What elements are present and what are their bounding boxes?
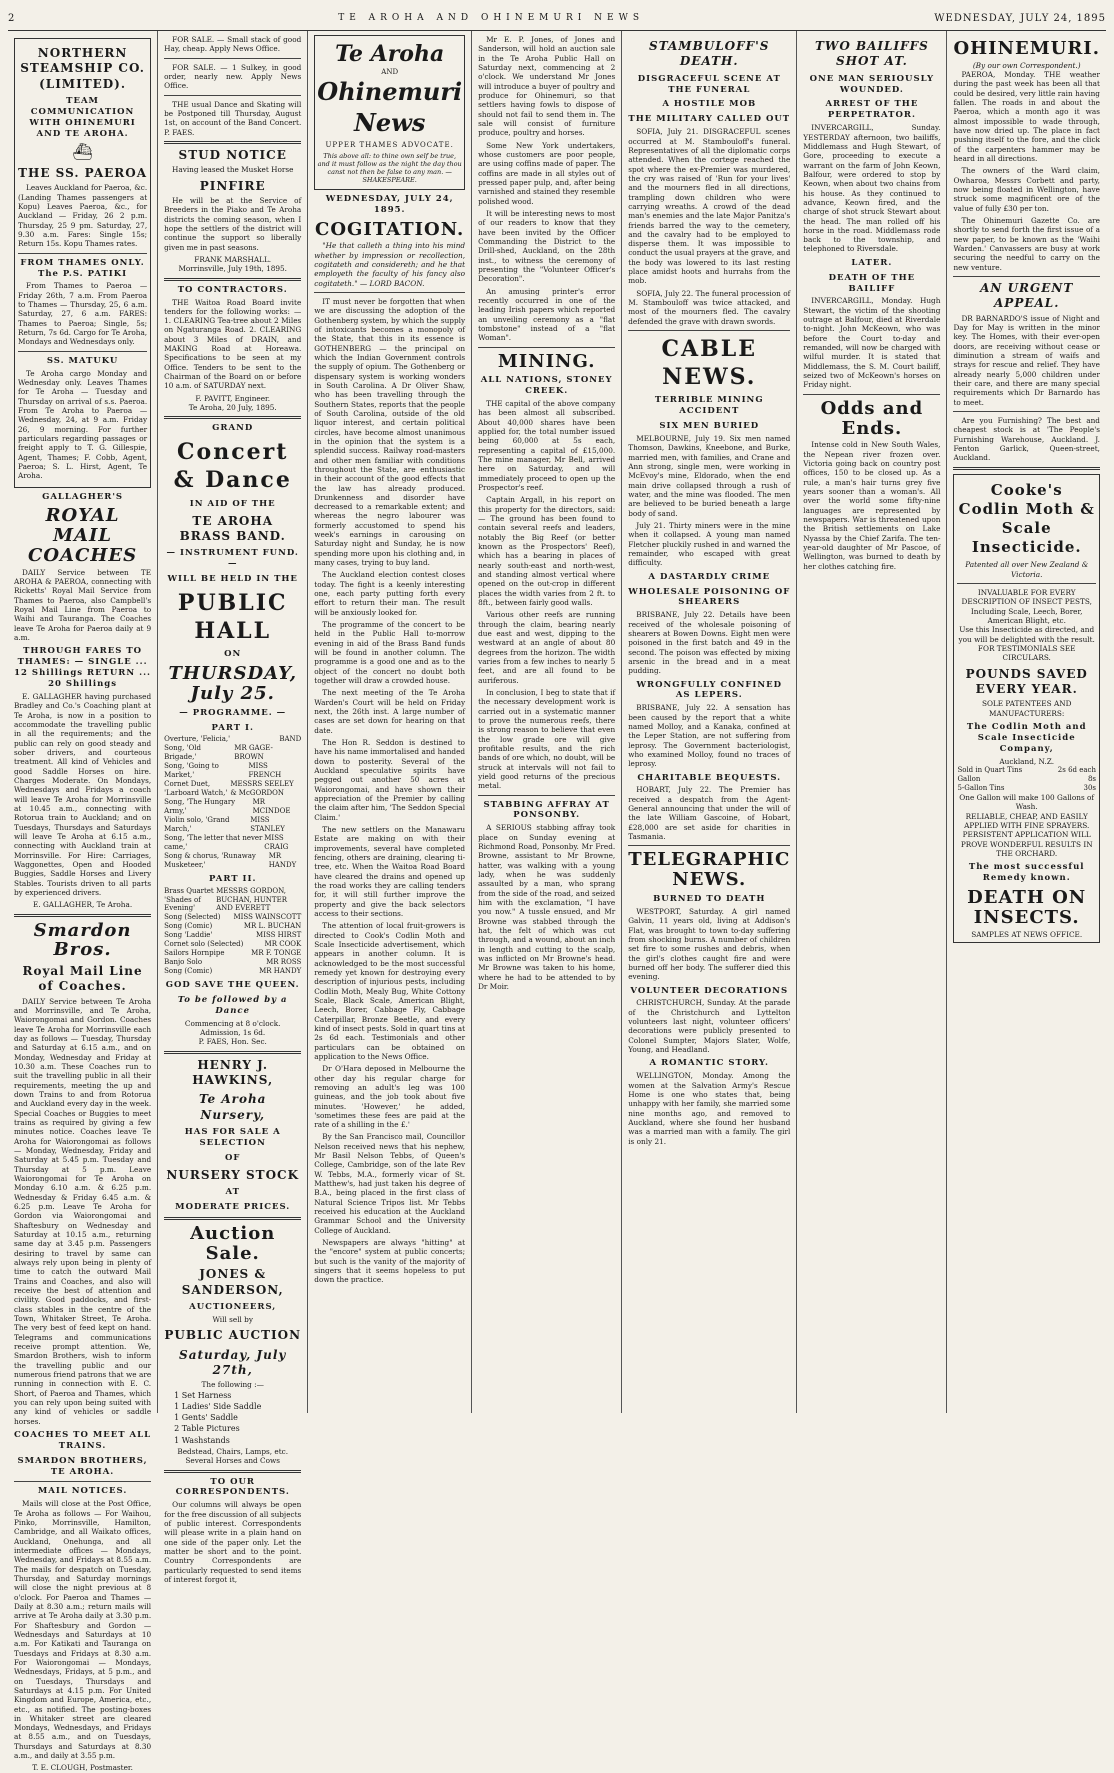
divider	[164, 1217, 301, 1220]
smardon-title: Royal Mail Line of Coaches.	[22, 964, 143, 994]
contractors-place: Te Aroha, 20 July, 1895.	[188, 403, 277, 413]
mining-subtitle: ALL NATIONS, STONEY CREEK.	[480, 375, 613, 397]
masthead	[314, 35, 465, 190]
editorial-p8: Dr O'Hara deposed in Melbourne the other day his regular charge for removing an adult's leg was 100 guineas, and the job took about five minutes. 'However,' he added, 'sometimes these fees are paid at the rate of a shilling in the £.'	[314, 1064, 466, 1130]
page-header	[8, 6, 1106, 31]
insecticide-patent: Patented all over New Zealand & Victoria.	[965, 560, 1089, 579]
stambuloff-title: STAMBULOFF'S DEATH.	[649, 39, 770, 69]
stabbing-p1: A SERIOUS stabbing affray took place on Sunday evening at Richmond Road, Ponsonby. Mr Fred. Browne, assistant to Mr Browne, hatter, was walking with a young lady, when he was suddenly assaulted by a man, who sprang from the side of the road, and seized him with the exclamation, "I have you now." A tussle ensued, and Mr Browne was stabbed through the hat, the felt of which was cut through, and a wound, about an inch in length and cutting to the scalp, was inflicted on Mr Browne's head. Mr Browne was taken to his home, where he had to be attended to by Dr Moir.	[478, 823, 616, 991]
correspondents-title: TO OUR CORRESPONDENTS.	[175, 1476, 290, 1498]
gallagher-signature: E. GALLAGHER, Te Aroha.	[33, 900, 133, 910]
insecticide-prices	[957, 766, 1096, 793]
stambuloff-p1: SOFIA, July 21. DISGRACEFUL scenes occurred at M. Stambouloff's funeral. Representatives of all the diplomatic corps attended. When the cortege reached the spot where the ex-Premier was murdered, the cry was raised of 'Run for your lives' and the mourners fled in all directions, trampling down children who were carrying wreaths. A crowd of the dead man's enemies and the late Major Panitza's friends barred the way to the cemetery, and the cavalry had to be employed to disperse them. It was impossible to conduct the usual prayers at the grave, and the body was lowered to its last resting place amidst hoots and hurrahs from the mob.	[628, 127, 791, 286]
auction-date: Saturday, July 27th,	[179, 1347, 287, 1378]
column-3	[308, 31, 472, 1413]
programme-item	[164, 852, 301, 870]
stambuloff-sub-2: A HOSTILE MOB	[662, 99, 757, 110]
volunteer-p1: CHRISTCHURCH, Sunday. At the parade of the Christchurch and Lyttelton volunteers last night, volunteer officers' decorations were publicly presented to Colonel Sumpter, Majors Slater, Wolfe, Young, and Headland.	[628, 998, 791, 1055]
editorial-p10: Newspapers are always "hitting" at the "encore" system at public concerts; but such is the vanity of the majority of singers that it seems hopeless to put down the practice.	[314, 1238, 466, 1285]
programme-item-label: Song 'Laddie'	[164, 931, 213, 940]
ohinemuri-p2: The owners of the Ward claim, Owharoa, Messrs Corbett and party, now being floated in Wellington, have struck some magnificent ore of the value of fully £30 per ton.	[953, 166, 1100, 213]
programme-part-1: PART I.	[211, 722, 254, 733]
matuku-body: Te Aroha cargo Monday and Wednesday only. Leaves Thames for Te Aroha — Tuesday and Thursday on arrival of s.s. Paeroa. From Te Aroha to Paeroa — Wednesday, 24, at 9 a.m. Friday 26, 9 morning. For further particulars regarding passages or freight apply to T. G. Gillespie, Agent, Thames; F. Cobb, Agent, Paeroa; S. L. Hirst, Agent, Te Aroha.	[18, 368, 148, 481]
stud-place: Morrinsville, July 19th, 1895.	[178, 264, 287, 274]
dastardly-sub: WHOLESALE POISONING OF SHEARERS	[628, 586, 791, 608]
mining-p1: THE capital of the above company has been almost all subscribed. About 40,000 shares have been applied for, the total number issued being 60,000 at 5s each, representing a capital of £15,000. The mine manager, Mr Bell, arrived here on Saturday, and will immediately proceed to open up the Prospector's reef.	[478, 399, 616, 492]
programme-item-label: Overture, 'Felicia,'	[164, 735, 231, 744]
bailiffs-sub-2: ARREST OF THE PERPETRATOR.	[825, 99, 919, 121]
concert-commencing: Commencing at 8 o'clock. Admission, 1s 6d.	[184, 1018, 281, 1038]
column-4	[472, 31, 622, 1413]
programme-item-value: MISS CRAIG	[264, 833, 289, 851]
news-p1: Mr E. P. Jones, of Jones and Sanderson, will hold an auction sale in the Te Aroha Public Hall on Saturday next, commencing at 2 o'clock. We understand Mr Jones will introduce a buyer of poultry and produce for Ohinemuri, so that settlers having fowls to dispose of should not fail to send them in. The sale will consist of furniture produce, poultry and horses.	[478, 35, 616, 138]
programme-item-value: MESSRS SEELEY & McGORDON	[230, 780, 294, 798]
gallagher-body-2: E. GALLAGHER having purchased Bradley and Co.'s Coaching plant at Te Aroha, is now in a position to accommodate the travelling public in all the requirements; and the public can rely on good steady and sober drivers, and courteous treatment. All kind of Vehicles and good Saddle Horses on hire. Charges Moderate. On Mondays, Wednesdays and Fridays a coach will leave Te Aroha for Morrinsville at 10.45 a.m., connecting with Rotorua train to Auckland; and on Tuesdays, Thursdays and Saturdays will leave Te Aroha at 6.15 a.m., connecting with Auckland train at Morrinsville. For Hire: Carriages, Waggonettes, Open and Hooded Buggies, Saddle Horses and Livery Stables. Tourists driven to all parts by experienced drivers.	[14, 691, 152, 897]
charitable-p1: HOBART, July 22. The Premier has received a despatch from the Agent-General announcing that under the will of the late William Gascoine, of Hobart, £28,000 are set aside for charities in Tasmania.	[628, 785, 791, 842]
programme-item-label: Song (Comic)	[164, 967, 213, 976]
stambuloff-sub-1: DISGRACEFUL SCENE AT THE FUNERAL	[637, 73, 781, 95]
divider	[164, 278, 301, 281]
auction-item: 1 Ladies' Side Saddle	[174, 1402, 262, 1412]
stud-horse-name: PINFIRE	[199, 178, 266, 193]
editorial-p4: The next meeting of the Te Aroha Warden's Court will be held on Friday next, the 26th inst. A large number of cases are set down for hearing on that date.	[314, 688, 466, 735]
price-item-label: Sold in Quart Tins	[957, 766, 1023, 775]
auction-will-sell: Will sell by	[212, 1315, 253, 1325]
mail-notices-title: MAIL NOTICES.	[37, 1486, 128, 1497]
column-6	[797, 31, 947, 1413]
insecticide-persistent: PERSISTENT APPLICATION WILL PROVE WONDERFUL RESULTS IN THE ORCHARD.	[960, 830, 1093, 858]
insecticide-use: Use this Insecticide as directed, and you will be delighted with the result.	[958, 625, 1095, 644]
nursery-owner: HENRY J. HAWKINS,	[192, 1057, 274, 1088]
stud-signature: FRANK MARSHALL.	[194, 254, 272, 264]
programme-item-label: Song (Selected)	[164, 913, 221, 922]
god-save-queen: GOD SAVE THE QUEEN.	[165, 980, 300, 991]
bailiffs-later: LATER.	[851, 257, 893, 268]
insecticide-sprayers: RELIABLE, CHEAP, AND EASILY APPLIED WITH FINE SPRAYERS.	[964, 811, 1090, 830]
divider	[14, 1481, 151, 1482]
programme-item	[164, 922, 301, 931]
gallagher-fares: THROUGH FARES TO THAMES: — SINGLE ... 12 Shillings RETURN ... 20 Shillings	[14, 646, 151, 690]
mail-notices-signature: T. E. CLOUGH, Postmaster.	[32, 1763, 133, 1773]
masthead-subtitle: UPPER THAMES ADVOCATE.	[325, 140, 454, 149]
insecticide-title: Cooke's Codlin Moth & Scale Insecticide.	[958, 480, 1095, 557]
divider	[953, 411, 1100, 412]
telegraphic-p1: WESTPORT, Saturday. A girl named Galvin, 11 years old, living at Addison's Flat, was brought to town to-day suffering from shocking burns. A number of children set fire to some rushes and debris, when the girl's clothes caught fire and were burned off her body. The sufferer died this evening.	[628, 906, 791, 982]
programme-part-2: PART II.	[208, 873, 257, 884]
insecticide-company: The Codlin Moth and Scale Insecticide Company,	[966, 722, 1087, 754]
programme-item-label: Cornet Duet, 'Larboard Watch,'	[164, 780, 228, 798]
ohinemuri-title: OHINEMURI.	[953, 38, 1100, 59]
programme-item	[164, 834, 301, 852]
price-item	[957, 775, 1096, 784]
divider	[478, 795, 615, 796]
insecticide-ad	[953, 474, 1100, 943]
nursery-prices: MODERATE PRICES.	[175, 1201, 291, 1212]
divider	[478, 347, 615, 348]
programme-item	[164, 949, 301, 958]
charitable-title: CHARITABLE BEQUESTS.	[637, 772, 782, 783]
concert-title: Concert & Dance	[173, 439, 292, 494]
editorial-quote: "He that calleth a thing into his mind whether by impression or recollection, cogitateth and considereth; and he that employeth the faculty of his fancy also cogitateth." — LORD BACON.	[314, 241, 466, 288]
page-number: 2	[8, 12, 17, 24]
insecticide-remedy: The most successful Remedy known.	[968, 862, 1085, 884]
cable-sub-2: SIX MEN BURIED	[659, 421, 760, 432]
contractors-signature: F. PAVITT, Engineer.	[195, 393, 271, 403]
programme-item-value: MISS WAINSCOTT	[233, 913, 302, 922]
steamship-subtitle: TEAM COMMUNICATION WITH OHINEMURI AND TE AROHA.	[29, 96, 136, 139]
news-p3: It will be interesting news to most of our readers to know that they have been invited by the Officer Commanding the District to the Drill-shed, Auckland, on the 28th inst., to witness the ceremony of presenting the "Volunteer Officer's Decoration".	[478, 208, 616, 284]
patiki-body: From Thames to Paeroa — Friday 26th, 7 a.m. From Paeroa to Thames — Thursday, 25, 6 a.m. Saturday, 27, 6 a.m. FARES: Thames to Paeroa; Single, 5s; Return, 7s 6d. Cargo for Te Aroha, Mondays and Wednesdays only.	[18, 281, 148, 347]
stud-intro: Having leased the Musket Horse	[172, 165, 294, 175]
contractors-title: TO CONTRACTORS.	[177, 284, 288, 295]
programme-item	[164, 816, 301, 834]
steamship-body: Leaves Auckland for Paeroa, &c. (Landing Thames passengers at Kopu) Leaves Paeroa, &c., for Auckland — Friday, 26 2 p.m. Thursday, 25 9 pm. Saturday, 27, 9.30 a.m. Fares: Single 15s; Return 15s. Kopu Thames rates.	[18, 183, 148, 249]
concert-in-aid: IN AID OF THE	[189, 498, 276, 509]
programme-item-label: Song, 'Going to Market,'	[164, 762, 219, 780]
divider	[18, 351, 147, 352]
programme-item-value: MR MCINDOE	[252, 798, 291, 815]
steamship-icon: ⛴	[72, 141, 93, 161]
dastardly-title: A DASTARDLY CRIME	[648, 571, 771, 582]
lepers-p1: BRISBANE, July 22. A sensation has been caused by the report that a white named Molloy, and a Kanaka, confined at the Leper Station, are not suffering from leprosy. The Government bacteriologist, who examined Molloy, found no traces of leprosy.	[628, 703, 791, 769]
editorial-p5: The Hon R. Seddon is destined to have his name immortalised and handed down to posterity. Several of the Auckland speculative spirits have pegged out another 50 acres at Waiorongomai, and have shown their appreciation of the Premier by calling the claim after him, 'The Seddon Special Claim.'	[314, 738, 466, 822]
price-item-label: 5-Gallon Tins	[957, 783, 1005, 792]
divider	[628, 845, 790, 846]
smardon-signature: SMARDON BROTHERS, TE AROHA.	[17, 1455, 148, 1477]
programme-item-value: BAND	[279, 735, 302, 744]
auction-item: 2 Table Pictures	[174, 1424, 240, 1434]
steamship-ship-name: THE SS. PAEROA	[18, 166, 148, 181]
editorial-p2: The Auckland election contest closes today. The fight is a keenly interesting one, each party putting forth every effort to return their man. The result will be anxiously looked for.	[314, 570, 466, 617]
mining-p3: Various other reefs are running through the claim, bearing nearly due east and west, dipping to the westward at an angle of about 80 degrees from the horizon. The width varies from a few inches to nearly 5 feet, and are all found to be auriferous.	[478, 610, 616, 685]
divider	[164, 141, 301, 144]
programme-item	[164, 780, 301, 798]
programme-item-value: MR COOK	[264, 940, 302, 949]
auction-title: Auction Sale.	[190, 1222, 276, 1264]
programme-item-label: Song, 'Old Brigade,'	[164, 744, 201, 762]
auction-item: 1 Gents' Saddle	[174, 1413, 238, 1423]
auction-item: 1 Set Harness	[174, 1390, 232, 1400]
dance-postponed-notice: THE usual Dance and Skating will be Postponed till Thursday, August 1st, on account of the Band Concert. P. FAES.	[164, 99, 302, 137]
telegraphic-sub: BURNED TO DEATH	[653, 894, 766, 905]
insecticide-invaluable: INVALUABLE FOR EVERY DESCRIPTION OF INSECT PESTS, Including Scale, Leech, Borer, American Blight, etc.	[961, 588, 1092, 626]
ohinemuri-p1: PAEROA, Monday. THE weather during the past week has been all that could be desired, very little rain having fallen. The roads in and about the Paeroa, which a month ago it was almost impossible to wade through, have now dried up. The place in fact pushing itself to the fore, and the click of the carpenters hammer may be heard in all directions.	[953, 70, 1100, 164]
bailiffs-p2: INVERCARGILL, Monday. Hugh Stewart, the victim of the shooting outrage at Balfour, died at Riverdale to-night. John McKeown, who was before the Court to-day and remanded, will now be charged with wilful murder. It is stated that Middlemass, the S. M. Court bailiff, seized two of McKeown's horses on Friday night.	[803, 296, 941, 390]
cable-p1: MELBOURNE, July 19. Six men named Thomson, Dawkins, Kneebone, and Burke, married men, with families, and Crane and Ann strong, single men, were working in McEvoy's mine, Eldorado, when the end main drive collapsed through a rush of water, and the mine was flooded. The men are believed to be buried beneath a large body of sand.	[628, 434, 791, 518]
cable-p2: July 21. Thirty miners were in the mine when it collapsed. A young man named Fletcher pluckily rushed in and warned the remainder, who escaped with great difficulty.	[628, 521, 791, 568]
divider	[953, 467, 1100, 470]
divider	[14, 914, 151, 917]
programme-item-label: Song, 'The Hungary Army,'	[164, 798, 236, 815]
concert-grand: GRAND	[212, 423, 254, 434]
programme-item-label: Song (Comic)	[164, 922, 213, 931]
contractors-body: THE Waitoa Road Board invite tenders for the following works: — 1. CLEARING Tea-tree about 2 Miles on Ngaturanga Road. 2. CLEARING about 3 Miles of DRAIN, and MAKING Road at Horeawa. Specifications to be seen at my Office. Tenders to be sent to the Chairman of the Board on or before 10 a.m. of SATURDAY next.	[164, 297, 302, 391]
auction-item: 1 Washstands	[174, 1435, 230, 1445]
column-7	[947, 31, 1106, 1413]
bailiffs-sub-1: ONE MAN SERIOUSLY WOUNDED.	[809, 73, 935, 95]
price-item	[957, 784, 1096, 793]
columns	[8, 31, 1106, 1773]
programme-item-label: Banjo Solo	[164, 958, 203, 967]
auction-role: AUCTIONEERS,	[189, 1302, 277, 1313]
concert-venue: PUBLIC HALL	[177, 589, 288, 644]
masthead-and: AND	[381, 68, 399, 77]
nursery-sale: HAS FOR SALE A SELECTION	[184, 1127, 281, 1148]
divider	[314, 292, 465, 293]
programme-title: — PROGRAMME. —	[179, 707, 287, 718]
ohinemuri-sub: (By our own Correspondent.)	[972, 60, 1081, 70]
programme-item-label: Brass Quartet 'Shades of Evening'	[164, 886, 214, 913]
nursery-at: AT	[225, 1187, 240, 1198]
divider	[164, 1470, 301, 1473]
programme-item-label: Violin solo, 'Grand March,'	[164, 815, 230, 833]
stabbing-title: STABBING AFFRAY AT PONSONBY.	[483, 799, 610, 821]
programme-item-value: MR F. TONGE	[251, 949, 302, 958]
editorial-p1: IT must never be forgotten that when we are discussing the adoption of the Gothenberg system, by which the supply of intoxicants becomes a monopoly of the State, that this in its essence is GOTHENBERG — the principal on which the Indian Government controls the supply of opium. The Gothenberg or dispensary system is working wonders in South Carolina. A Dr Oliver Shaw, who has been travelling through the Southern States, reports that the people of South Carolina, outside of the old liquor interest, and certain political circles, have become almost unanimous in the opinion that the system is a splendid success. Railway road-masters and other men familiar with conditions throughout the State, are enthusiastic in their account of the good effects that the law has already produced. Drunkenness and disorder have decreased to a remarkable extent; and whereas the negro labourer was formerly accustomed to spend his week's earnings in carousing on Saturday night and Sunday, he is now spending more upon his clothing and, in many cases, trying to buy land.	[314, 296, 466, 568]
programme-item-label: Sailors Hornpipe	[164, 949, 225, 958]
smardon-owner: Smardon Bros.	[33, 919, 132, 961]
telegraphic-title: TELEGRAPHIC NEWS.	[628, 849, 791, 891]
programme-item	[164, 887, 301, 914]
mail-notices-body: Mails will close at the Post Office, Te Aroha as follows — For Waihou, Pinko, Morrinsville, Hamilton, Cambridge, and all Waikato offices, Auckland, Onehunga, and all intermediate offices — Mondays, Wednesday, and Fridays at 8.55 a.m. The mails for despatch on Tuesday, Thursday, and Saturday mornings will close the night previous at 8 o'clock. For Paeroa and Thames — Daily at 8.30 a.m.; return mails will arrive at Te Aroha daily at 3.30 p.m. For Shaftesbury and Gordon — Wednesdays and Saturdays at 10 a.m. For Katikati and Tauranga on Tuesdays and Fridays at 8.30 a.m. For Waiorongomai — Mondays, Wednesdays, Fridays, at 5 p.m., and on Tuesdays, Thursdays and Saturdays at 4.15 p.m. For United Kingdom and Europe, America, etc., etc., as notified. The posting-boxes in Whitaker street are cleared Mondays, Wednesdays, and Fridays at 8.55 a.m., and on Tuesdays, Thursdays and Saturdays at 8.30 a.m., and daily at 3.55 p.m.	[14, 1499, 152, 1761]
column-5	[622, 31, 797, 1413]
masthead-motto: This above all: to thine own self be true, and it must follow as the night the day thou canst not then be false to any man. — SHAKESPEARE.	[317, 151, 462, 185]
sole-patentees: SOLE PATENTEES AND MANUFACTURERS:	[981, 699, 1072, 718]
editorial-p7: The attention of local fruit-growers is directed to Cook's Codlin Moth and Scale Insecticide advertisement, which appears in another column. It is acknowledged to be the most successful remedy yet known for destroying every description of injurious pests, including Codlin Moth, Mealy Bug, White Cottony Scale, Black Scale, American Blight, Leech, Borer, Cabbage Fly, Cabbage Caterpillar, Bronze Beetle, and every kind of insect pests. Sold in quart tins at 2s 6d each. Testimonials and other particulars can be obtained on application to the News Office.	[314, 921, 466, 1061]
programme-item	[164, 913, 301, 922]
divider	[18, 253, 147, 254]
insecticide-company-place: Auckland, N.Z.	[999, 756, 1055, 766]
auction-items-list	[164, 1391, 301, 1446]
stud-body: He will be at the Service of Breeders in the Piako and Te Aroha districts the coming season, when I hope the settlers of the district will continue the support so liberally given me in past seasons.	[164, 196, 302, 252]
programme-item-label: Song & chorus, 'Runaway Musketeer,'	[164, 851, 256, 869]
pounds-saved: POUNDS SAVED EVERY YEAR.	[965, 666, 1088, 697]
insecticide-prices-note: One Gallon will make 100 Gallons of Wash.	[959, 792, 1095, 812]
stambuloff-p2: SOFIA, July 22. The funeral procession of M. Stambouloff was twice attacked, and most of the mourners fled. The cavalry defended the grave with drawn swords.	[628, 288, 791, 326]
smardon-note: COACHES TO MEET ALL TRAINS.	[14, 1429, 152, 1451]
stambuloff-sub-3: THE MILITARY CALLED OUT	[628, 114, 791, 125]
concert-held: WILL BE HELD IN THE	[167, 573, 298, 584]
editorial-p6: The new settlers on the Manawaru Estate are making on with their improvements, several have completed fencing, others are draining, clearing ti-tree, etc. When the Waitoa Road Board have cleared the drains and opened up the road works they are calling tenders for, it will still further improve the property and give the back selectors access to their sections.	[314, 824, 466, 918]
sale-hay: FOR SALE. — Small stack of good Hay, cheap. Apply News Office.	[164, 35, 302, 54]
programme-item-value: MR L. BUCHAN	[243, 922, 302, 931]
divider	[164, 1051, 301, 1054]
programme-item-label: Cornet solo (Selected)	[164, 940, 244, 949]
programme-item	[164, 744, 301, 762]
divider	[628, 330, 790, 331]
stud-notice-title: STUD NOTICE	[178, 147, 287, 162]
auction-following: The following :—	[201, 1380, 264, 1390]
divider	[953, 276, 1100, 277]
concert-on: ON	[224, 649, 242, 660]
nursery-stock: NURSERY STOCK	[166, 1167, 300, 1182]
programme-item	[164, 958, 301, 967]
programme-item-value: MISS STANLEY	[250, 815, 285, 833]
patiki-title: FROM THAMES ONLY. The P.S. PATIKI	[20, 257, 145, 279]
steamship-title: NORTHERN STEAMSHIP CO. (LIMITED).	[20, 46, 145, 91]
concert-band: TE AROHA BRASS BAND.	[179, 513, 286, 543]
odds-and-ends-title: Odds and Ends.	[820, 397, 924, 439]
auction-public: PUBLIC AUCTION	[164, 1328, 302, 1343]
cable-sub-1: TERRIBLE MINING ACCIDENT	[654, 395, 764, 417]
programme-item-value: MR HANDY	[259, 967, 302, 976]
odds-and-ends-p1: Intense cold in New South Wales, the Nepean river frozen over. Victoria going back on country post offices, 150 to be closed up. As a rule, a man's hair turns grey five years sooner than a woman's. All over the world some fifty-nine languages are represented by newspapers. War is threatened upon the British settlements on Lake Nyassa by the Chief Zarifa. The ten-year-old daughter of Mr Pascoe, of Wellington, was burned to death by her clothes catching fire.	[803, 440, 941, 571]
price-item-value: 2s 6d each	[1057, 766, 1096, 775]
lepers-title: WRONGFULLY CONFINED AS LEPERS.	[636, 679, 782, 701]
steamship-ad	[14, 38, 151, 488]
cable-news-title: CABLE NEWS.	[661, 336, 757, 391]
insecticide-samples: SAMPLES AT NEWS OFFICE.	[971, 929, 1083, 939]
editorial-p3: The programme of the concert to be held in the Public Hall to-morrow evening in aid of the Brass Band funds will be found in another column. The programme is a good one and as to the object of the concert no doubt both together will draw a crowded house.	[314, 620, 466, 686]
editorial-title: COGITATION.	[315, 218, 465, 240]
romantic-title: A ROMANTIC STORY.	[649, 1058, 769, 1069]
divider	[957, 583, 1096, 584]
death-on-insects: DEATH ON INSECTS.	[967, 886, 1087, 928]
mining-p2: Captain Argall, in his report on this property for the directors, said: — The ground has been found to contain several reefs and leaders, notably the Big Reef (or better known as the Prospectors' Reef), which has a bearing in places of nearly south-east and north-west, and standing almost vertical where opened on the out-crop in different places the width varies from 2 ft. to 8ft., between fairly good walls.	[478, 495, 616, 607]
ohinemuri-p3: The Ohinemuri Gazette Co. are shortly to send forth the first issue of a new paper, to be known as the 'Waihi Warden.' Canvassers are busy at work securing the needful to carry on the new venture.	[953, 216, 1100, 272]
programme-item	[164, 931, 301, 940]
programme-part-2-list	[164, 887, 301, 977]
programme-item-value: MR HANDY	[268, 851, 297, 869]
programme-item	[164, 798, 301, 816]
correspondents-body: Our columns will always be open for the free discussion of all subjects of public interest. Correspondents will please write in a plain hand on one side of the paper only. Let the matter be short and to the point. Country Correspondents are particularly requested to send items of interest forgot it,	[164, 1500, 302, 1584]
programme-item	[164, 967, 301, 976]
bailiffs-title: TWO BAILIFFS SHOT AT.	[814, 39, 929, 69]
nursery-of: OF	[224, 1152, 241, 1163]
auction-firm: JONES & SANDERSON,	[181, 1267, 284, 1297]
bailiffs-later-sub: DEATH OF THE BAILIFF	[828, 272, 916, 294]
divider	[164, 416, 301, 419]
column-2	[158, 31, 308, 1584]
bailiffs-p1: INVERCARGILL, Sunday. YESTERDAY afternoon, two bailiffs, Middlemass and Hugh Stewart, of Gore, proceeding to execute a warrant on the farm of John Keown, Balfour, were ordered to stop by Keown, when about two chains from his house. As they continued to advance, Keown fired, and the charge of shot struck Stewart about the head. The man rolled off his horse in the road. Middlemass rode back to the township, and telephoned to Riversdale.	[803, 123, 941, 254]
programme-part-1-list	[164, 735, 301, 869]
auction-more: Bedstead, Chairs, Lamps, etc. Several Horses and Cows	[177, 1446, 289, 1466]
programme-item-value: MR GAGE-BROWN	[234, 744, 273, 762]
editorial-p9: By the San Francisco mail, Councillor Nelson received news that his nephew, Mr Basil Nelson Tebbs, of Queen's College, Cambridge, son of the late Rev W. Tebbs, M.A., formerly vicar of St. Matthew's, had just taken his degree of B.A., being placed in the first class of Natural Science Tripos list. Mr Tebbs received his education at the Auckland Grammar School and the University College of Auckland.	[314, 1132, 466, 1235]
news-p4: An amusing printer's error recently occurred in one of the leading Irish papers which reported an unveiling ceremony as a "flat tombstone" instead of a "flat Woman".	[478, 286, 616, 343]
masthead-title-1: Te Aroha	[335, 41, 445, 67]
programme-item-value: MESSRS GORDON, BUCHAN, HUNTER AND EVERETT	[216, 886, 287, 913]
programme-item	[164, 940, 301, 949]
price-item	[957, 766, 1096, 775]
gallagher-title: ROYAL MAIL COACHES	[28, 505, 138, 567]
paper-running-title: TE AROHA AND OHINEMURI NEWS	[338, 13, 645, 23]
programme-item-value: MISS FRENCH	[248, 762, 282, 780]
concert-date: THURSDAY, July 25.	[168, 663, 297, 704]
smardon-body: DAILY Service between Te Aroha and Morrinsville, and Te Aroha, Waiorongomai and Gordon. Coaches leave Te Aroha for Morrinsville each day as follows — Tuesday, Thursday and Saturday at 6.15 a.m., and on Monday, Wednesday and Friday at 10.30 a.m. These Coaches run to suit the travelling public in all their requirements, meeting the up and down Trains to and from Rotorua and Auckland every day in the week. Special Coaches or Buggies to meet trains as required by giving a few minutes notice. Coaches leave Te Aroha for Waiorongomai as follows — Monday, Wednesday, Friday and Saturday at 5.45 p.m. Tuesday and Thursday at 5 p.m. Leave Waiorongomai for Te Aroha on Monday 6.10 a.m. & 6.25 p.m. Wednesday & Friday 6.45 a.m. & 6.25 p.m. Leave Te Aroha for Gordon via Waiorongomai and Shaftesbury on Wednesday and Saturday at 10.15 a.m., returning same day at 3.45 p.m. Passengers desiring to travel by same can always rely upon being in plenty of time to catch the outward Mail Trains and Coaches, and also will receive the best of attention and civility. Good paddocks, and first-class stables in the centre of the Town, Whitaker Street, Te Aroha. The very best of feed kept on hand. Telegrams and communications receive prompt attention. We, Smardon Brothers, wish to inform the travelling public and our numerous friend patrons that we are running in connection with E. C. Short, of Paeroa and Thames, which you can rely upon being suited with any kind of vehicles or saddle horses.	[14, 996, 152, 1426]
dastardly-p1: BRISBANE, July 22. Details have been received of the wholesale poisoning of shearers at Bowen Downs. Eight men were poisoned in the first batch and 49 in the second. The poison was effected by mixing arsenic in the bread and in a meat pudding.	[628, 610, 791, 676]
price-item-value: 8s	[1087, 774, 1096, 783]
masthead-title-2: Ohinemuri News	[317, 77, 463, 137]
volunteer-title: VOLUNTEER DECORATIONS	[630, 985, 789, 996]
furnishing-ad: Are you Furnishing? The best and cheapest stock is at 'The People's Furnishing Warehouse, Auckland. J. Fenton Garlick, Queen-street, Auckland.	[953, 416, 1100, 463]
gallagher-body: DAILY Service between TE AROHA & PAEROA, connecting with Ricketts' Royal Mail Service from Thames to Paeroa, also Campbell's Royal Mail Line from Paeroa to Waihi and Tauranga. The Coaches leave Te Aroha for Paeroa daily at 9 a.m.	[14, 567, 152, 643]
column-1	[8, 31, 158, 1773]
gallagher-owner: GALLAGHER'S	[42, 491, 124, 502]
programme-item-label: Song, 'The letter that never came,'	[164, 833, 263, 851]
price-item-label: Gallon	[957, 774, 981, 783]
programme-item-value: MR ROSS	[266, 958, 302, 967]
divider	[164, 58, 301, 59]
divider	[803, 394, 940, 395]
editorial-date: WEDNESDAY, JULY 24, 1895.	[325, 193, 454, 215]
matuku-title: SS. MATUKU	[46, 355, 119, 366]
concert-band-sub: — INSTRUMENT FUND. —	[166, 548, 299, 570]
urgent-appeal-p1: DR BARNARDO'S issue of Night and Day for May is written in the minor key. The Homes, with their ever-open doors, are receiving without cease or diminution a stream of waifs and strays for rescue and relief. They have already nearly 5,000 children under their care, and there are many special requirements which Dr Barnardo has to meet.	[953, 313, 1100, 407]
urgent-appeal-title: AN URGENT APPEAL.	[980, 281, 1074, 311]
romantic-p1: WELLINGTON, Monday. Among the women at the Salvation Army's Rescue Home is one who states that, being unhappy with her family, she married some nine months ago, and removed to Auckland, where she found her husband was a married man with a family. The girl is only 21.	[628, 1071, 791, 1146]
header-date: WEDNESDAY, JULY 24, 1895	[934, 12, 1106, 24]
mining-title: MINING.	[497, 350, 596, 372]
programme-item	[164, 735, 301, 744]
mining-p4: In conclusion, I beg to state that if the necessary development work is carried out in a systematic manner to prove the numerous reefs, there is strong reason to believe that even the low grade ore will give profitable results, and the rich bands of ore which, no doubt, will be struck at intervals will not fail to yield good returns of the precious metal.	[478, 687, 616, 791]
price-item-value: 30s	[1083, 783, 1096, 792]
sale-sulkey: FOR SALE. — 1 Sulkey, in good order, nearly new. Apply News Office.	[164, 62, 302, 91]
insecticide-testimonials: FOR TESTIMONIALS SEE CIRCULARS.	[977, 644, 1076, 663]
followed-by-dance: To be followed by a Dance	[177, 994, 288, 1016]
news-p2: Some New York undertakers, whose customers are poor people, are using coffins made of paper. The coffins are made in all styles out of pressed paper pulp, and, after being varnished and stained they resemble polished wood.	[478, 140, 616, 206]
concert-signature: P. FAES, Hon. Sec.	[198, 1037, 267, 1047]
nursery-title: Te Aroha Nursery,	[198, 1092, 267, 1122]
divider	[164, 95, 301, 96]
programme-item	[164, 762, 301, 780]
programme-item-value: MISS HIRST	[256, 931, 302, 940]
